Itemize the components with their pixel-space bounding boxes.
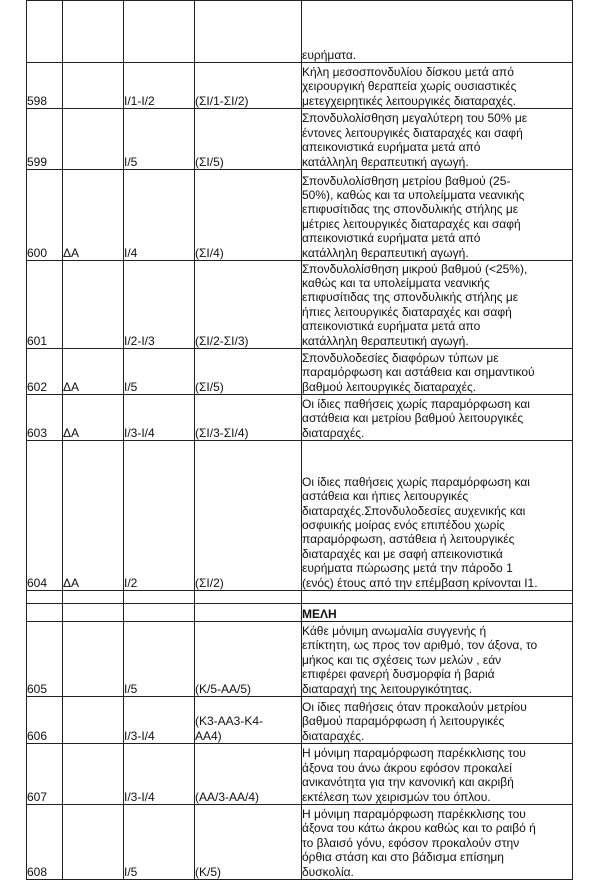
row-category: Ι/2: [124, 441, 195, 591]
row-code: (Κ/5-ΑΑ/5): [195, 622, 302, 697]
row-code: (ΣΙ/5): [195, 349, 302, 395]
table-row: [27, 109, 573, 170]
row-category: Ι/5: [124, 805, 195, 880]
row-description: Οι ίδιες παθήσεις χωρίς παραμόρφωση και αστάθεια και μετρίου βαθμού λειτουργικές διαταραχές.: [302, 395, 573, 441]
row-tag: ΔΑ: [63, 441, 124, 591]
row-tag: [63, 697, 124, 744]
table-row: [27, 744, 573, 805]
row-code: (ΣΙ/1-ΣΙ/2): [195, 63, 302, 109]
row-code: (Κ/5): [195, 805, 302, 880]
section-title: ΜΕΛΗ: [302, 604, 573, 622]
row-code: (Κ3-ΑΑ3-Κ4- ΑΑ4): [195, 697, 302, 744]
table-row: [27, 349, 573, 395]
row-description: Οι ίδιες παθήσεις όταν προκαλούν μετρίου βαθμού παραμόρφωση ή λειτουργικές διαταραχές.: [302, 697, 573, 744]
row-category: Ι/5: [124, 622, 195, 697]
row-category: Ι/3-Ι/4: [124, 395, 195, 441]
row-tag: [63, 805, 124, 880]
disability-table: [26, 0, 573, 880]
row-category: Ι/3-Ι/4: [124, 744, 195, 805]
row-description: ευρήματα.: [302, 1, 573, 63]
row-category: Ι/3-Ι/4: [124, 697, 195, 744]
row-category: Ι/4: [124, 170, 195, 261]
row-number: 605: [27, 622, 63, 697]
row-description: Σπονδυλοδεσίες διαφόρων τύπων με παραμόρφωση και αστάθεια και σημαντικού βαθμού λειτουργικές διαταραχές.: [302, 349, 573, 395]
row-description: Κήλη μεσοσπονδυλίου δίσκου μετά από χειρουργική θεραπεία χωρίς ουσιαστικές μετεγχειρητικές λειτουργικές διαταραχές.: [302, 63, 573, 109]
row-tag: [63, 109, 124, 170]
row-number: 607: [27, 744, 63, 805]
table-row: [27, 622, 573, 697]
row-tag: [63, 261, 124, 349]
row-code: (ΣΙ/2): [195, 441, 302, 591]
row-number: 599: [27, 109, 63, 170]
row-category: Ι/5: [124, 349, 195, 395]
row-code: (ΣΙ/2-ΣΙ/3): [195, 261, 302, 349]
row-tag: ΔΑ: [63, 395, 124, 441]
row-tag: ΔΑ: [63, 349, 124, 395]
row-category: [124, 1, 195, 63]
row-description: Κάθε μόνιμη ανωμαλία συγγενής ή επίκτητη, ως προς τον αριθμό, τον άξονα, το μήκος και τις σχέσεις των μελών , εάν επιφέρει φανερή δυσμορφία ή βαριά διαταραχή της λειτουργικότητας.: [302, 622, 573, 697]
row-code: (ΣΙ/5): [195, 109, 302, 170]
table-gap: [27, 591, 573, 622]
row-number: 598: [27, 63, 63, 109]
row-number: 606: [27, 697, 63, 744]
row-number: 604: [27, 441, 63, 591]
row-category: Ι/2-Ι/3: [124, 261, 195, 349]
table-row: [27, 170, 573, 261]
row-category: Ι/1-Ι/2: [124, 63, 195, 109]
row-tag: [63, 744, 124, 805]
row-number: 603: [27, 395, 63, 441]
row-tag: [63, 1, 124, 63]
row-number: 600: [27, 170, 63, 261]
table-row: [27, 441, 573, 591]
row-tag: [63, 63, 124, 109]
row-description: Σπονδυλολίσθηση μεγαλύτερη του 50% με έντονες λειτουργικές διαταραχές και σαφή απεικονιστικά ευρήματα μετά από κατάλληλη θεραπευτική αγωγή.: [302, 109, 573, 170]
table-row: [27, 63, 573, 109]
row-number: [27, 1, 63, 63]
table-row: [27, 261, 573, 349]
row-code: (ΣΙ/4): [195, 170, 302, 261]
table-body-spine: [27, 1, 573, 591]
row-description: Η μόνιμη παραμόρφωση παρέκκλισης του άξονα του κάτω άκρου καθώς και το ραιβό ή το βλαισό γόνυ, εφόσον προκαλούν στην όρθια στάση και στο βάδισμα επίσημη δυσκολία.: [302, 805, 573, 880]
table-row: [27, 395, 573, 441]
row-description: Η μόνιμη παραμόρφωση παρέκκλισης του άξονα του άνω άκρου εφόσον προκαλεί ανικανότητα για την κανονική και ακριβή εκτέλεση των χειρισμών του όπλου.: [302, 744, 573, 805]
row-code: (ΣΙ/3-ΣΙ/4): [195, 395, 302, 441]
table-body-limbs: [27, 622, 573, 880]
gap-row: [27, 591, 573, 604]
row-tag: ΔΑ: [63, 170, 124, 261]
row-category: Ι/5: [124, 109, 195, 170]
row-description: Σπονδυλολίσθηση μετρίου βαθμού (25- 50%), καθώς και τα υπολείμματα νεανικής επιφυσίτιδας της σπονδυλικής στήλης με μέτριες λειτουργικές διαταραχές και σαφή απεικονιστικά ευρήματα μετά από κατάλληλη θεραπευτική αγωγή.: [302, 170, 573, 261]
row-code: (ΑΑ/3-ΑΑ/4): [195, 744, 302, 805]
row-number: 602: [27, 349, 63, 395]
table-row: [27, 1, 573, 63]
section-row: [27, 604, 573, 622]
table-row: [27, 805, 573, 880]
row-description: Οι ίδιες παθήσεις χωρίς παραμόρφωση και αστάθεια και ήπιες λειτουργικές διαταραχές.Σπονδυλοδεσίες αυχενικής και οσφυικής μοίρας ενός επιπέδου χωρίς παραμόρφωση, αστάθεια ή λειτουργικές διαταραχές και με σαφή απεικονιστικά ευρήματα πώρωσης μετά την πάροδο 1 (ενός) έτους από την επέμβαση κρίνονται Ι1.: [302, 441, 573, 591]
row-number: 601: [27, 261, 63, 349]
row-number: 608: [27, 805, 63, 880]
row-description: Σπονδυλολίσθηση μικρού βαθμού (<25%), καθώς και τα υπολείμματα νεανικής επιφυσίτιδας της σπονδυλικής στήλης με ήπιες λειτουργικές διαταραχές και σαφή απεικονιστικά ευρήματα μετά απο κατάλληλη θεραπευτική αγωγή.: [302, 261, 573, 349]
table-row: [27, 697, 573, 744]
row-code: [195, 1, 302, 63]
row-tag: [63, 622, 124, 697]
